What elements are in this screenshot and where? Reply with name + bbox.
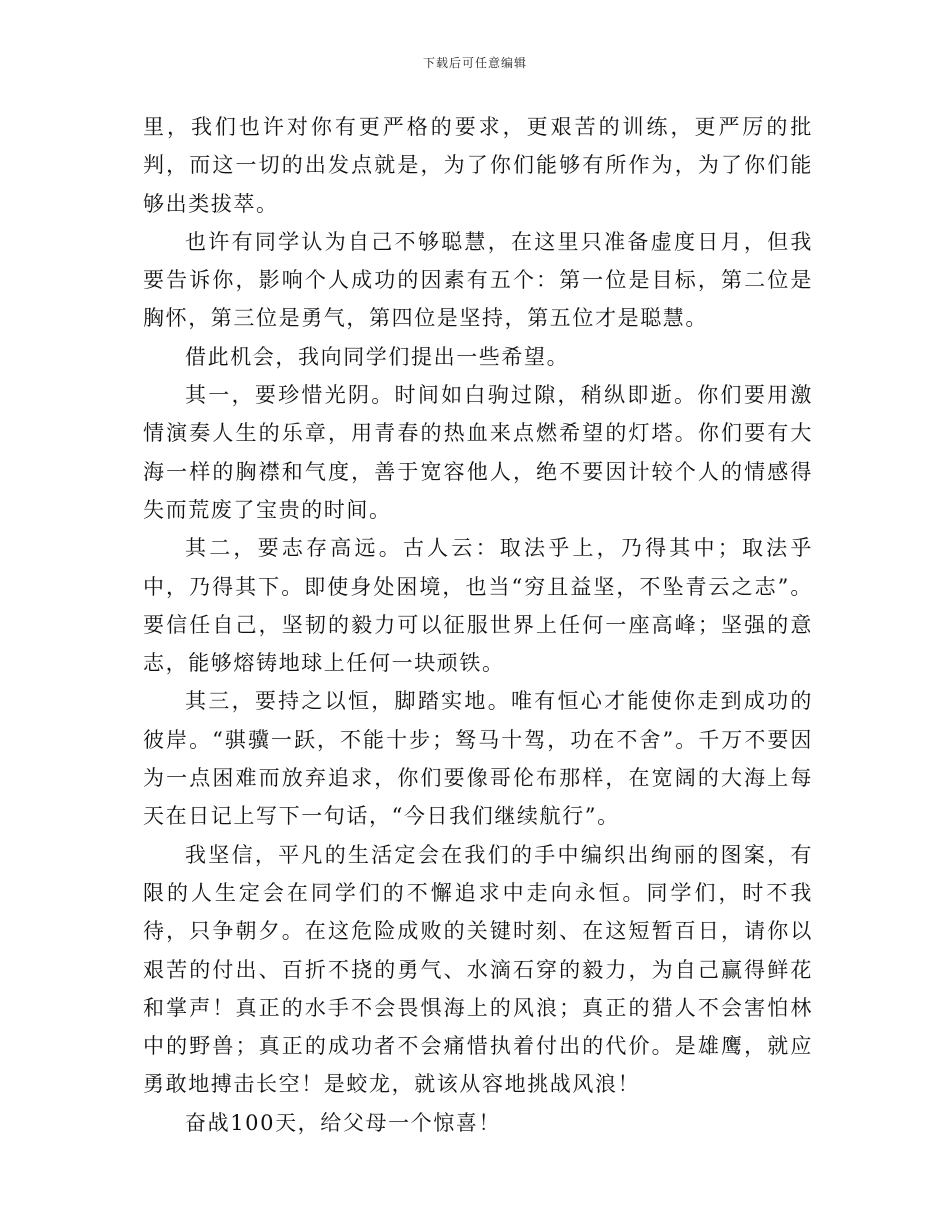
header-note: 下载后可任意编辑 <box>422 56 527 70</box>
paragraph-hope-three: 其三，要持之以恒，脚踏实地。唯有恒心才能使你走到成功的彼岸。“骐骥一跃，不能十步；驽马十驾，功在不舍”。千万不要因为一点困难而放弃追求，你们要像哥伦布那样，在宽阔的大海上每天在日记上写下一句话，“今日我们继续航行”。 <box>143 689 813 829</box>
paragraph-closing: 奋战100天，给父母一个惊喜！ <box>185 1110 502 1135</box>
paragraph-success-factors: 也许有同学认为自己不够聪慧，在这里只准备虚度日月，但我要告诉你，影响个人成功的因素有五个：第一位是目标，第二位是胸怀，第三位是勇气，第四位是坚持，第五位才是聪慧。 <box>143 229 813 331</box>
paragraph-hope-two: 其二，要志存高远。古人云：取法乎上，乃得其中；取法乎中，乃得其下。即使身处困境，也当“穷且益坚，不坠青云之志”。要信任自己，坚韧的毅力可以征服世界上任何一座高峰；坚强的意志，能够熔铸地球上任何一块顽铁。 <box>143 536 813 676</box>
paragraph-continuation: 里，我们也许对你有更严格的要求，更艰苦的训练，更严厉的批判，而这一切的出发点就是，为了你们能够有所作为，为了你们能够出类拔萃。 <box>143 115 813 216</box>
paragraph-hopes-intro: 借此机会，我向同学们提出一些希望。 <box>185 344 570 369</box>
paragraph-conviction: 我坚信，平凡的生活定会在我们的手中编织出绚丽的图案，有限的人生定会在同学们的不懈追求中走向永恒。同学们，时不我待，只争朝夕。在这危险成败的关键时刻、在这短暂百日，请你以艰苦的付出、百折不挠的勇气、水滴石穿的毅力，为自己赢得鲜花和掌声！真正的水手不会畏惧海上的风浪；真正的猎人不会害怕林中的野兽；真正的成功者不会痛惜执着付出的代价。是雄鹰，就应勇敢地搏击长空！是蛟龙，就该从容地挑战风浪！ <box>143 842 813 1097</box>
document-body <box>143 108 813 1142</box>
paragraph-hope-one: 其一，要珍惜光阴。时间如白驹过隙，稍纵即逝。你们要用激情演奏人生的乐章，用青春的热血来点燃希望的灯塔。你们要有大海一样的胸襟和气度，善于宽容他人，绝不要因计较个人的情感得失而荒废了宝贵的时间。 <box>143 383 813 522</box>
